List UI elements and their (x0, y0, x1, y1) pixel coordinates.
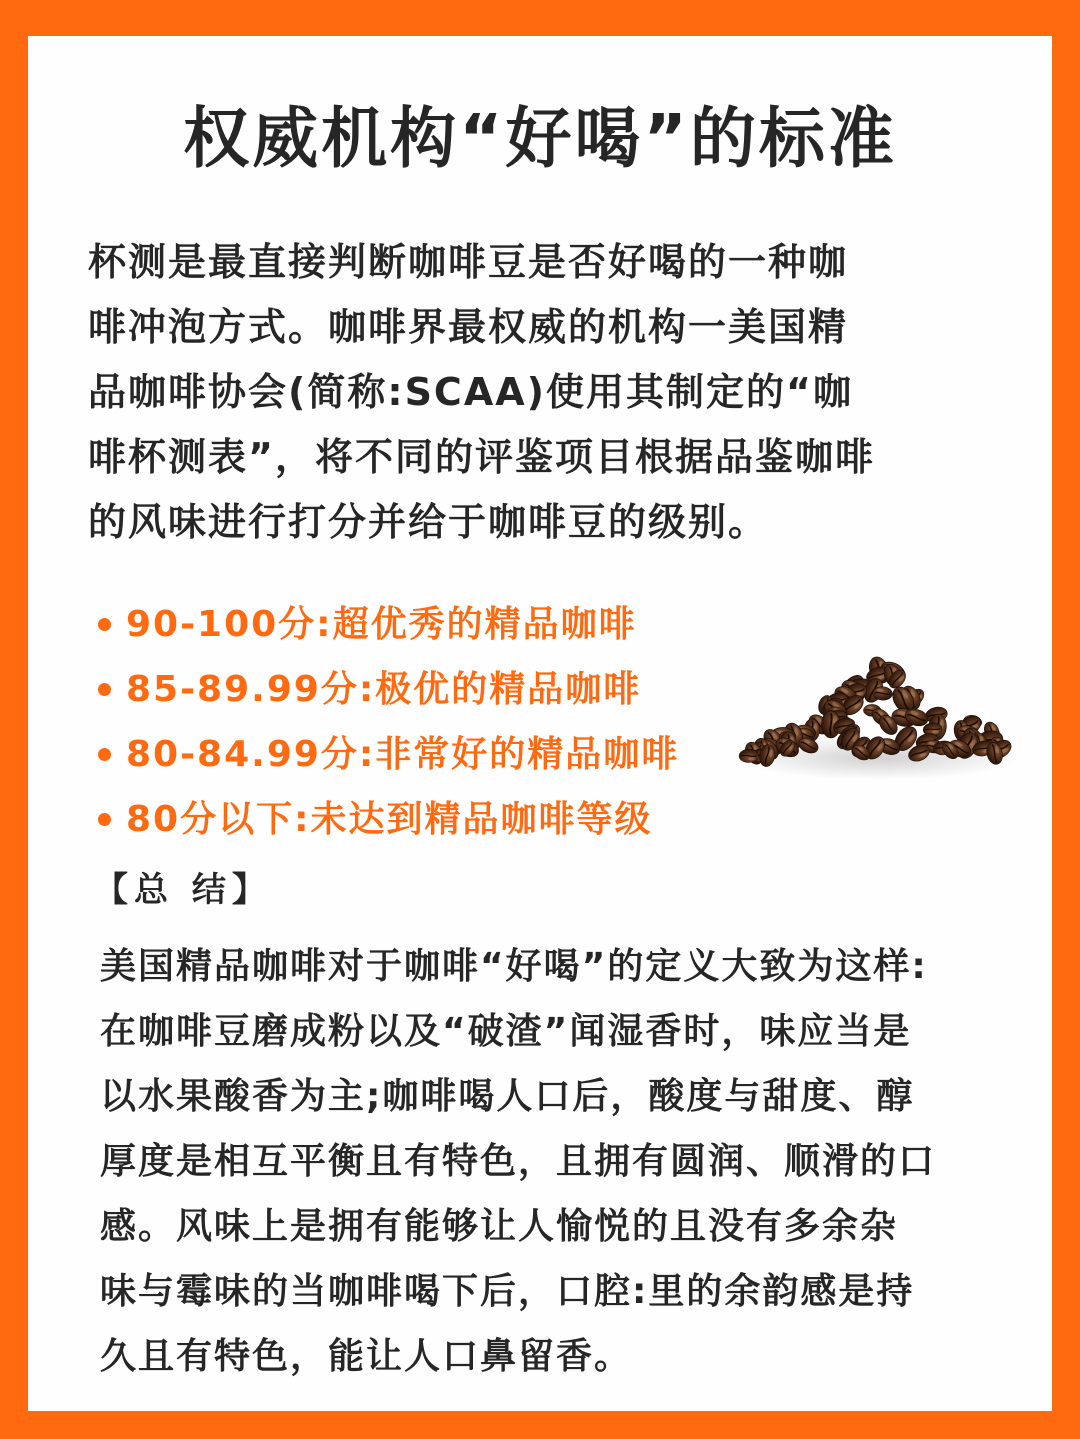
summary-heading: 【总 结】 (94, 870, 272, 910)
grade-item (98, 592, 758, 657)
page-title: 权威机构“好喝”的标准 (183, 100, 897, 177)
summary-paragraph (100, 934, 1020, 1389)
coffee-beans-icon (728, 626, 1023, 786)
grade-item (98, 657, 758, 722)
grade-label: 80分以下:未达到精品咖啡等级 (126, 799, 653, 840)
summary-line: 厚度是相互平衡且有特色，且拥有圆润、顺滑的口 (100, 1141, 937, 1182)
bullet-icon (98, 813, 111, 826)
summary-line: 以水果酸香为主;咖啡喝人口后，酸度与甜度、醇 (100, 1076, 915, 1117)
page-card (28, 36, 1052, 1411)
summary-line: 在咖啡豆磨成粉以及“破渣”闻湿香时，味应当是 (100, 1011, 912, 1052)
grade-label: 90-100分:超优秀的精品咖啡 (126, 604, 637, 645)
summary-line: 久且有特色，能让人口鼻留香。 (100, 1336, 633, 1377)
summary-line: 感。风味上是拥有能够让人愉悦的且没有多余杂 (100, 1206, 899, 1247)
bullet-icon (98, 683, 111, 696)
intro-line: 品咖啡协会(简称:SCAA)使用其制定的“咖 (88, 370, 853, 414)
intro-line: 啡冲泡方式。咖啡界最权威的机构一美国精 (88, 305, 849, 349)
bullet-icon (98, 618, 111, 631)
grade-list (98, 592, 758, 852)
grade-label: 85-89.99分:极优的精品咖啡 (126, 669, 642, 710)
grade-label: 80-84.99分:非常好的精品咖啡 (126, 734, 680, 775)
grade-item (98, 722, 758, 787)
intro-paragraph (88, 230, 1008, 555)
grade-item (98, 787, 758, 852)
intro-line: 杯测是最直接判断咖啡豆是否好喝的一种咖 (88, 240, 849, 284)
intro-line: 啡杯测表”，将不同的评鉴项目根据品鉴咖啡 (88, 435, 875, 479)
summary-line: 味与霉味的当咖啡喝下后，口腔:里的余韵感是持 (100, 1271, 915, 1312)
bullet-icon (98, 748, 111, 761)
intro-line: 的风味进行打分并给于咖啡豆的级别。 (88, 500, 769, 544)
summary-line: 美国精品咖啡对于咖啡“好喝”的定义大致为这样: (100, 946, 928, 987)
